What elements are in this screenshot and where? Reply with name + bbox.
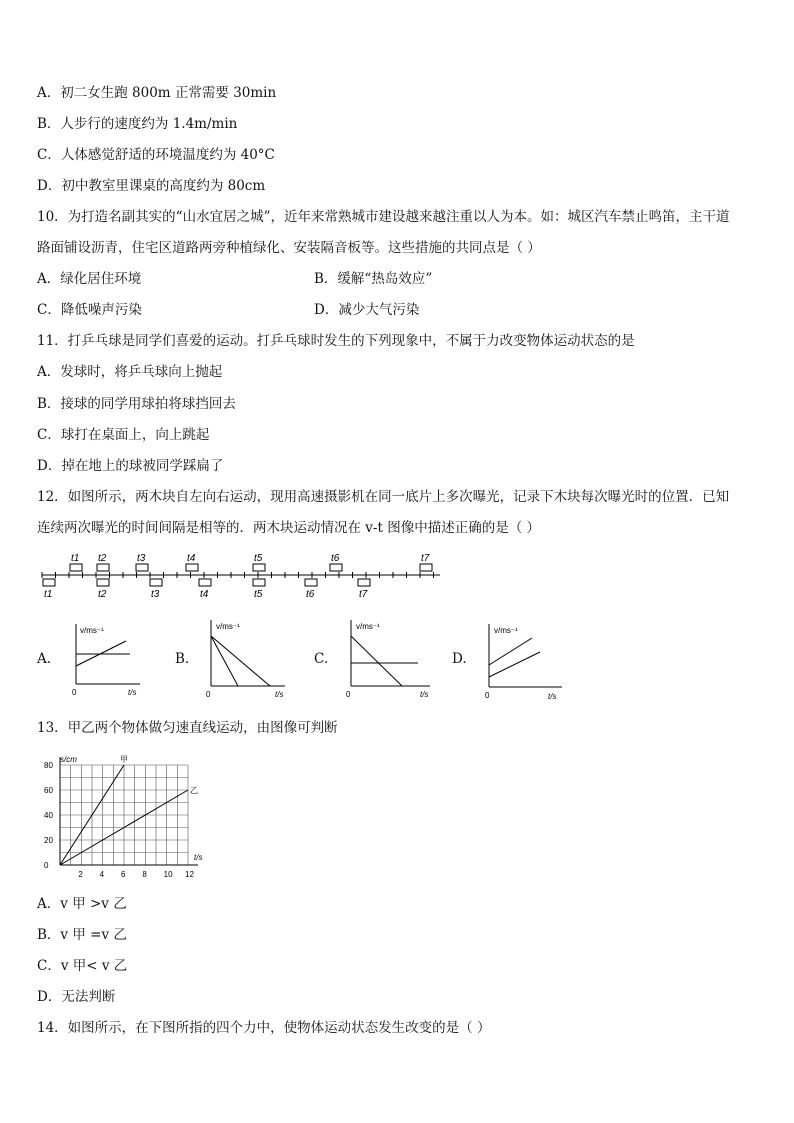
x-tick-label: 6 — [121, 870, 126, 879]
strip-upper-label-2: t2 — [98, 553, 107, 564]
graph-b-ylabel: v/ms⁻¹ — [216, 622, 240, 631]
exposure-strip-figure — [38, 550, 448, 600]
q13-option-c: C．v 甲< v 乙 — [37, 958, 128, 974]
strip-upper-label-7: t7 — [421, 553, 430, 564]
vt-graph-c — [342, 616, 437, 700]
q11-stem: 11．打乒乓球是同学们喜爱的运动。打乒乓球时发生的下列现象中，不属于力改变物体运动状态的是 — [37, 333, 635, 349]
q10-option-a: A．绿化居住环境 — [37, 271, 142, 287]
q10-stem-line1: 10．为打造名副其实的“山水宜居之城”，近年来常熟城市建设越来越注重以人为本。如：城区汽车禁止鸣笛，主干道 — [37, 209, 730, 225]
strip-upper-label-4: t4 — [187, 553, 196, 564]
y-tick-label: 20 — [44, 836, 53, 845]
x-tick-label: 4 — [99, 870, 105, 879]
st-chart-grid — [60, 765, 188, 865]
graph-d-steep-line — [489, 638, 532, 665]
q11-option-c: C．球打在桌面上，向上跳起 — [37, 427, 210, 443]
graph-c-xlabel: t/s — [420, 690, 429, 699]
q10-option-c: C．降低噪声污染 — [37, 302, 142, 318]
graph-b-origin: 0 — [206, 690, 211, 699]
st-chart — [30, 750, 210, 886]
q12-option-b-label: B. — [175, 651, 190, 667]
q10-stem-line2: 路面铺设沥青，住宅区道路两旁种植绿化、安装隔音板等。这些措施的共同点是（ ） — [37, 240, 541, 256]
graph-c-origin: 0 — [346, 690, 351, 699]
q9-option-a: A．初二女生跑 800m 正常需要 30min — [37, 85, 277, 101]
q11-option-b: B．接球的同学用球拍将球挡回去 — [37, 396, 236, 412]
x-tick-label: 2 — [78, 870, 83, 879]
q12-option-d-label: D. — [452, 651, 467, 667]
y-tick-label: 40 — [44, 811, 53, 820]
q10-option-b: B．缓解“热岛效应” — [314, 271, 433, 287]
x-tick-label: 12 — [185, 870, 194, 879]
q12-stem-line2: 连续两次曝光的时间间隔是相等的．两木块运动情况在 v-t 图像中描述正确的是（ ） — [37, 520, 540, 536]
y-tick-label: 0 — [44, 861, 49, 870]
q11-option-d: D．掉在地上的球被同学踩扁了 — [37, 458, 224, 474]
q9-option-d: D．初中教室里课桌的高度约为 80cm — [37, 178, 266, 194]
y-tick-label: 60 — [44, 786, 53, 795]
vt-graph-a — [62, 620, 142, 698]
strip-lower-label-4: t4 — [200, 589, 209, 600]
q12-option-c-label: C. — [314, 651, 329, 667]
st-chart-xlabel: t/s — [194, 853, 203, 862]
strip-lower-label-6: t6 — [306, 589, 315, 600]
q12-stem-line1: 12．如图所示，两木块自左向右运动，现用高速摄影机在同一底片上多次曝光，记录下木块每次曝光时的位置．已知 — [37, 489, 730, 505]
st-chart-ylabel: s/cm — [60, 755, 77, 764]
strip-upper-label-5: t5 — [254, 553, 263, 564]
strip-upper-label-1: t1 — [71, 553, 80, 564]
q12-option-a-label: A. — [37, 651, 52, 667]
strip-lower-label-5: t5 — [254, 589, 263, 600]
graph-c-ylabel: v/ms⁻¹ — [356, 622, 380, 631]
graph-d-origin: 0 — [485, 691, 490, 700]
graph-d-shallow-line — [489, 652, 540, 677]
vt-graph-b — [200, 616, 290, 700]
vt-graph-d — [480, 620, 565, 702]
strip-lower-label-2: t2 — [98, 589, 107, 600]
strip-lower-label-1: t1 — [44, 589, 53, 600]
q9-option-b: B．人步行的速度约为 1.4m/min — [37, 116, 238, 132]
strip-upper-label-6: t6 — [331, 553, 340, 564]
graph-a-ylabel: v/ms⁻¹ — [80, 626, 104, 635]
graph-a-xlabel: t/s — [128, 688, 137, 697]
graph-d-ylabel: v/ms⁻¹ — [494, 626, 518, 635]
y-tick-label: 80 — [44, 761, 53, 770]
strip-lower-label-7: t7 — [359, 589, 368, 600]
graph-a-origin: 0 — [72, 688, 77, 697]
graph-d-xlabel: t/s — [548, 692, 557, 701]
graph-b-steep-line — [211, 636, 238, 686]
graph-b-xlabel: t/s — [275, 690, 284, 699]
q14-stem: 14．如图所示，在下图所指的四个力中，使物体运动状态发生改变的是（ ） — [37, 1020, 491, 1036]
lower-block-row — [43, 579, 370, 586]
q13-option-a: A．v 甲 >v 乙 — [37, 896, 127, 912]
strip-upper-label-3: t3 — [137, 553, 146, 564]
x-tick-label: 8 — [142, 870, 147, 879]
q13-option-b: B．v 甲 =v 乙 — [37, 927, 127, 943]
q13-stem: 13．甲乙两个物体做匀速直线运动，由图像可判断 — [37, 720, 338, 736]
q13-option-d: D．无法判断 — [37, 989, 116, 1005]
q9-option-c: C．人体感觉舒适的环境温度约为 40°C — [37, 147, 275, 163]
x-tick-label: 10 — [163, 870, 173, 879]
graph-b-shallow-line — [211, 636, 270, 686]
st-series-label-jia: 甲 — [120, 755, 128, 764]
upper-block-row — [70, 564, 432, 571]
strip-lower-label-3: t3 — [151, 589, 160, 600]
q10-option-d: D．减少大气污染 — [314, 302, 420, 318]
graph-c-falling-line — [351, 636, 402, 686]
q11-option-a: A．发球时，将乒乓球向上抛起 — [37, 364, 223, 380]
st-series-label-yi: 乙 — [190, 786, 198, 795]
